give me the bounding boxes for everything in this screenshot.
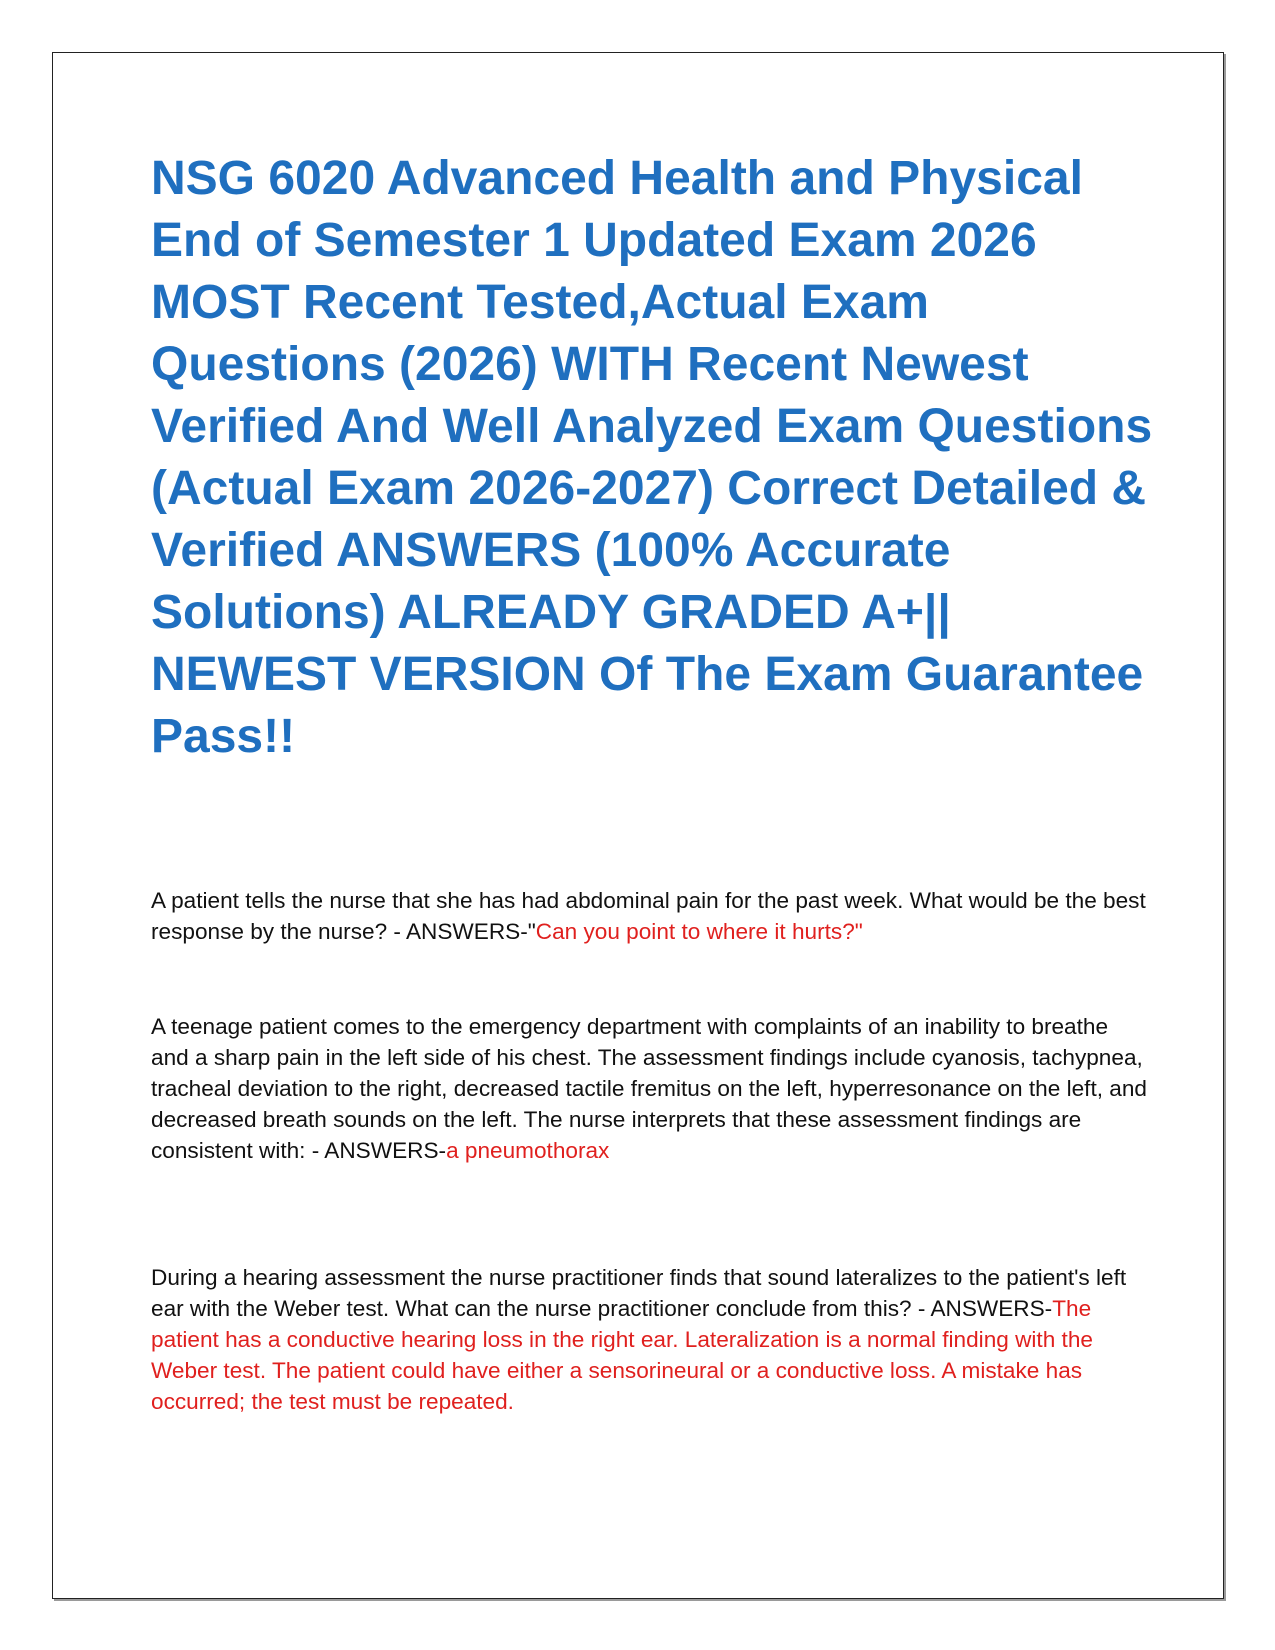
question-text: During a hearing assessment the nurse practitioner finds that sound lateralizes to the patient's left ear with the Weber test. What can the nurse practitioner conclude from this? - ANSWERS- [151, 1265, 1127, 1321]
answer-text: Can you point to where it hurts?" [535, 919, 863, 944]
question-text: A patient tells the nurse that she has had abdominal pain for the past week. What would be the best response by the nurse? - ANSWERS-" [151, 888, 1146, 944]
qa-item [151, 1011, 1151, 1166]
question-text: A teenage patient comes to the emergency department with complaints of an inability to breathe and a sharp pain in the left side of his chest. The assessment findings include cyanosis, tachypnea, tracheal deviation to the right, decreased tactile fremitus on the left, hyperresonance on the left, and decreased breath sounds on the left. The nurse interprets that these assessment findings are consistent with: - ANSWERS- [151, 1014, 1147, 1163]
qa-item [151, 1262, 1151, 1417]
qa-item [151, 885, 1151, 947]
answer-text: a pneumothorax [446, 1138, 610, 1163]
document-title: NSG 6020 Advanced Health and Physical End of Semester 1 Updated Exam 2026 MOST Recent Tested,Actual Exam Questions (2026) WITH Recent Newest Verified And Well Analyzed Exam Questions (Actual Exam 2026-2027) Correct Detailed & Verified ANSWERS (100% Accurate Solutions) ALREADY GRADED A+|| NEWEST VERSION Of The Exam Guarantee Pass!! [151, 152, 1153, 763]
answer-text: The patient has a conductive hearing loss in the right ear. Lateralization is a normal finding with the Weber test. The patient could have either a sensorineural or a conductive loss. A mistake has occurred; the test must be repeated. [151, 1296, 1093, 1414]
